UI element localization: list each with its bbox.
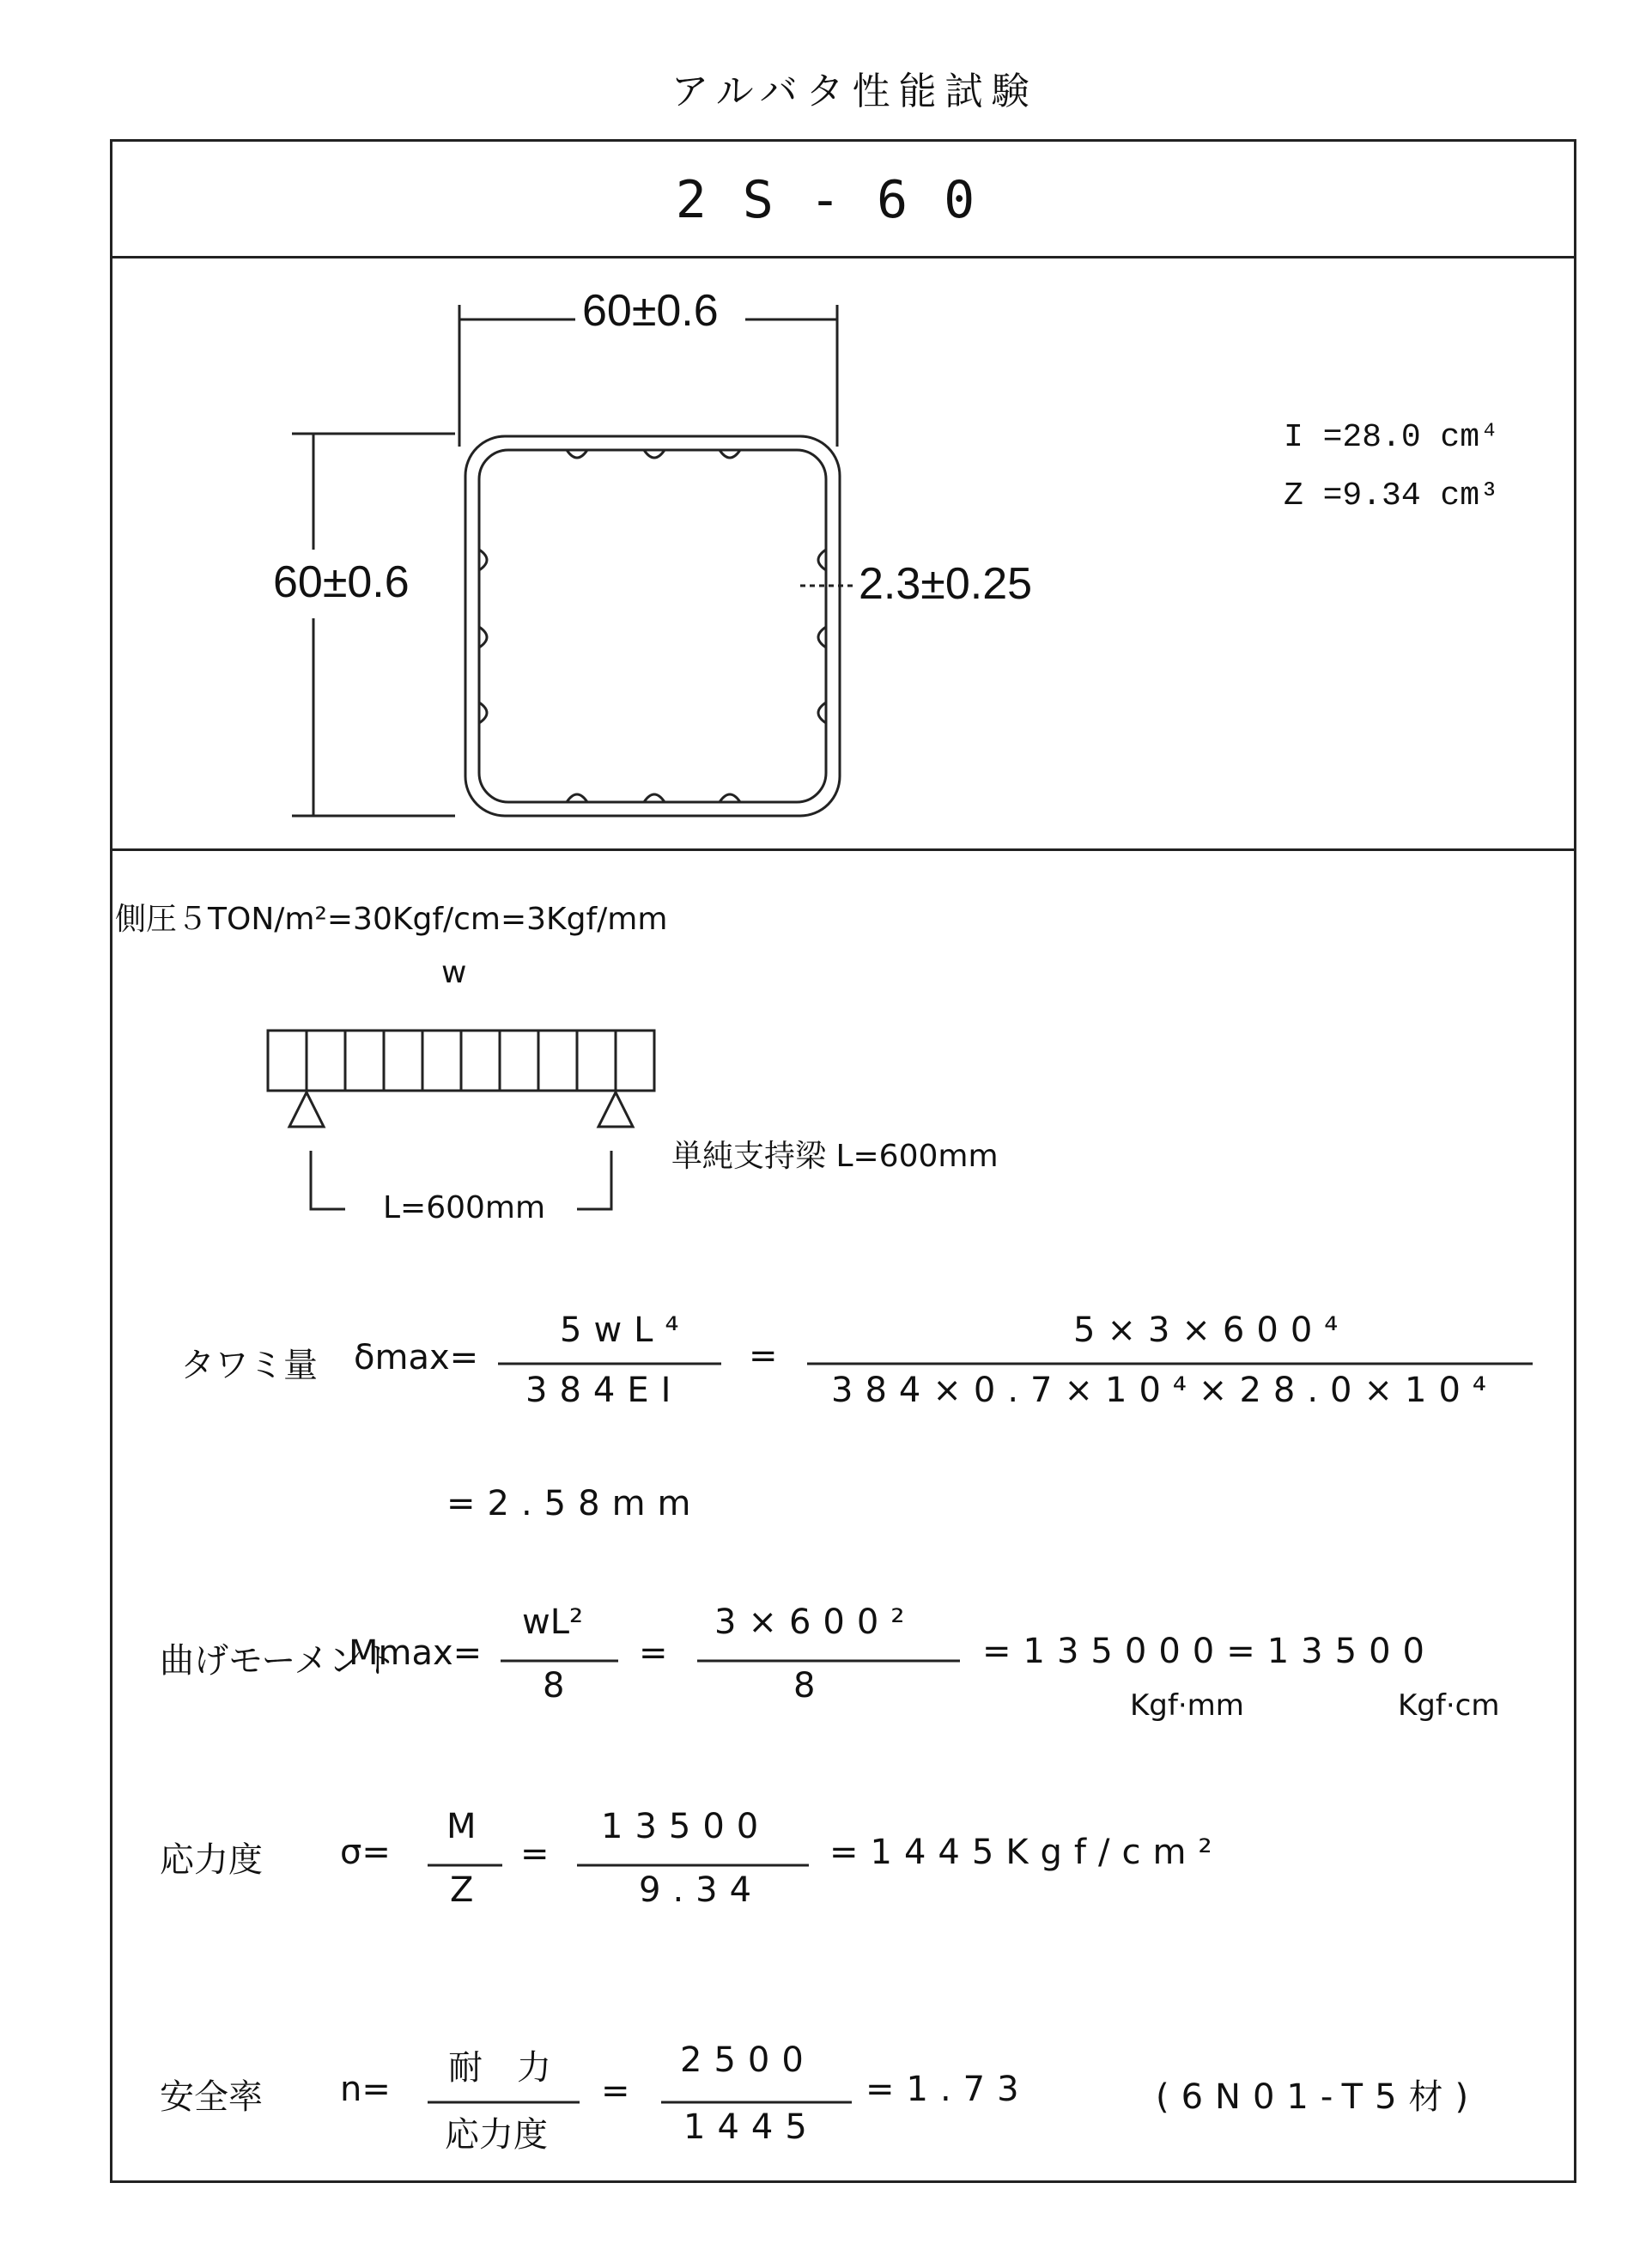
span-label: L=600mm [383,1190,546,1225]
safety-material: (6N01-T5材) [1156,2077,1481,2117]
right-support-icon [598,1092,633,1127]
moment-label: 曲げモーメント [160,1641,398,1681]
stress-den1: Z [450,1870,474,1910]
moment-eq: = [639,1633,668,1673]
safety-eq: = [601,2071,630,2111]
deflection-den2: 384×0.7×10⁴×28.0×10⁴ [831,1371,1498,1410]
support-note: 単純支持梁 L=600mm [671,1139,999,1174]
safety-label: 安全率 [160,2077,263,2117]
moment-num2: 3×600² [714,1602,917,1642]
document-title: アルバタ性能試験 [671,70,1038,113]
moment-unit-cm: Kgf·cm [1398,1688,1500,1723]
stress-eq: = [520,1834,550,1874]
moment-symbol: Mmax= [349,1633,483,1673]
deflection-num2: 5×3×600⁴ [1073,1310,1351,1350]
stress-label: 応力度 [160,1840,263,1880]
safety-den1: 応力度 [445,2115,548,2155]
stress-num2: 13500 [601,1807,771,1846]
stress-num1: M [446,1807,477,1846]
section-modulus: Z =9.34 cm³ [1284,477,1499,514]
deflection-result: =2.58mm [446,1484,703,1523]
thickness-dimension: 2.3±0.25 [859,559,1033,609]
deflection-den1: 384EI [525,1371,683,1410]
moment-num1: wL² [522,1602,584,1642]
stress-den2: 9.34 [639,1870,764,1910]
moment-den1: 8 [543,1666,565,1706]
safety-den2: 1445 [683,2107,819,2147]
safety-symbol: n= [340,2070,391,2109]
moment-of-inertia: I =28.0 cm⁴ [1284,419,1499,456]
safety-num2: 2500 [680,2040,816,2080]
deflection-num1: 5wL⁴ [560,1310,691,1350]
deflection-symbol: δmax= [354,1338,479,1377]
stress-result: =1445Kgf/cm² [829,1833,1224,1872]
moment-unit-mm: Kgf·mm [1130,1688,1244,1723]
fraction-bars [428,1364,1533,2102]
model-number: 2S-60 [675,170,1011,230]
width-dimension: 60±0.6 [582,286,719,336]
deflection-label: タワミ量 [180,1346,318,1385]
beam-diagram [268,1031,654,1209]
height-dimension: 60±0.6 [273,557,410,607]
left-support-icon [289,1092,324,1127]
safety-num1: 耐 力 [448,2048,551,2088]
safety-result: =1.73 [865,2070,1031,2109]
moment-den2: 8 [793,1666,816,1706]
deflection-eq: = [749,1336,778,1376]
load-w-label: w [441,955,467,990]
stress-symbol: σ= [340,1833,391,1872]
moment-result: =135000=13500 [982,1632,1436,1671]
pressure-line: 側圧５TON/m²=30Kgf/cm=3Kgf/mm [115,902,668,937]
